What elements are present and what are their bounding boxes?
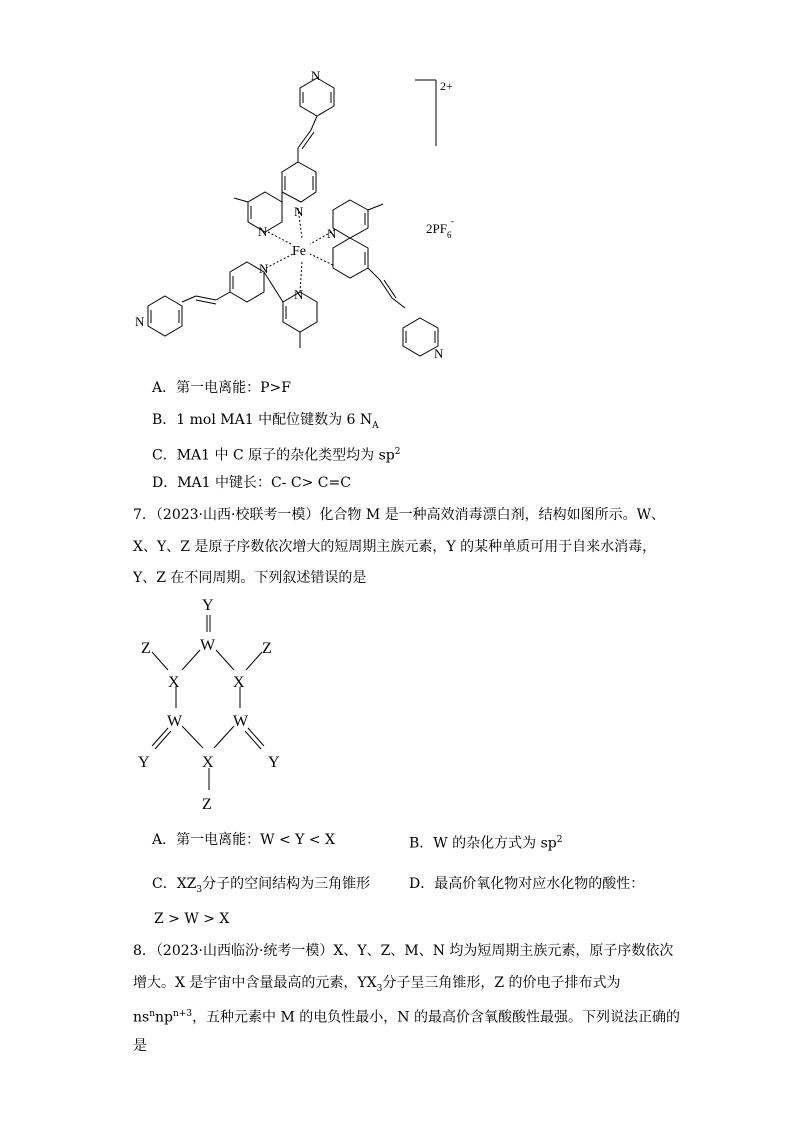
q6-option-a: A．第一电离能：P>F — [152, 380, 291, 396]
q6-option-d: D．MA1 中键长：C- C> C=C — [152, 475, 351, 491]
counter-ion-charge: - — [451, 216, 454, 226]
q7-option-c: C．$XZ_3$分子的空间结构为三角锥形 — [152, 876, 371, 895]
nitrogen-label: N — [135, 314, 145, 329]
counter-ion-label: $2PF_6$ — [426, 221, 452, 240]
atom-z: Z — [202, 796, 212, 813]
atom-y: Y — [268, 754, 280, 771]
q7-option-d-cont: Z > W > X — [154, 911, 230, 927]
q8-stem-line3: $ns^nnp^{n+3}$，五种元素中 M 的电负性最小，N 的最高价含氧酸酸性最强。下列说法正确的 — [133, 1009, 680, 1026]
atom-w: W — [200, 637, 216, 654]
charge-label: 2+ — [440, 79, 453, 93]
q7-stem-line2: X、Y、Z 是原子序数依次增大的短周期主族元素，Y 的某种单质可用于自来水消毒， — [133, 539, 657, 555]
nitrogen-label: N — [327, 226, 337, 241]
q7-stem-line1: 7．（2023·山西·校联考一模）化合物 M 是一种高效消毒漂白剂，结构如图所示。W、 — [133, 507, 666, 523]
atom-y: Y — [138, 754, 150, 771]
q7-option-d: D．最高价氧化物对应水化物的酸性： — [409, 876, 645, 892]
nitrogen-label: N — [258, 224, 268, 239]
atom-y: Y — [202, 597, 214, 614]
nitrogen-label: N — [294, 204, 304, 219]
iron-label: Fe — [292, 244, 306, 259]
atom-z: Z — [262, 640, 272, 657]
nitrogen-label: N — [434, 346, 444, 361]
nitrogen-label: N — [294, 287, 304, 302]
nitrogen-label: N — [259, 261, 269, 276]
q8-stem-line2: 增大。X 是宇宙中含量最高的元素，$YX_3$分子呈三角锥形，Z 的价电子排布式为 — [133, 975, 621, 994]
atom-x: X — [168, 674, 180, 691]
q8-stem-line1: 8．（2023·山西临汾·统考一模）X、Y、Z、M、N 均为短周期主族元素，原子序数依次 — [133, 943, 674, 959]
q8-stem-line4: 是 — [133, 1038, 147, 1054]
fe-complex-structure — [0, 0, 794, 380]
atom-z: Z — [141, 640, 151, 657]
nitrogen-label: N — [311, 68, 321, 83]
q7-option-b: B．W 的杂化方式为 $sp^2$ — [409, 835, 563, 852]
atom-x: X — [202, 754, 214, 771]
q7-stem-line3: Y、Z 在不同周期。下列叙述错误的是 — [133, 570, 367, 586]
ring-structure — [0, 590, 794, 830]
q6-option-c: C．MA1 中 C 原子的杂化类型均为 $sp^2$ — [152, 447, 401, 464]
atom-w: W — [233, 713, 249, 730]
atom-w: W — [167, 713, 183, 730]
q7-option-a: A．第一电离能：W < Y < X — [152, 832, 335, 848]
q6-option-b: B．1 mol MA1 中配位键数为 6 $N_A$ — [152, 412, 379, 431]
atom-x: X — [233, 674, 245, 691]
